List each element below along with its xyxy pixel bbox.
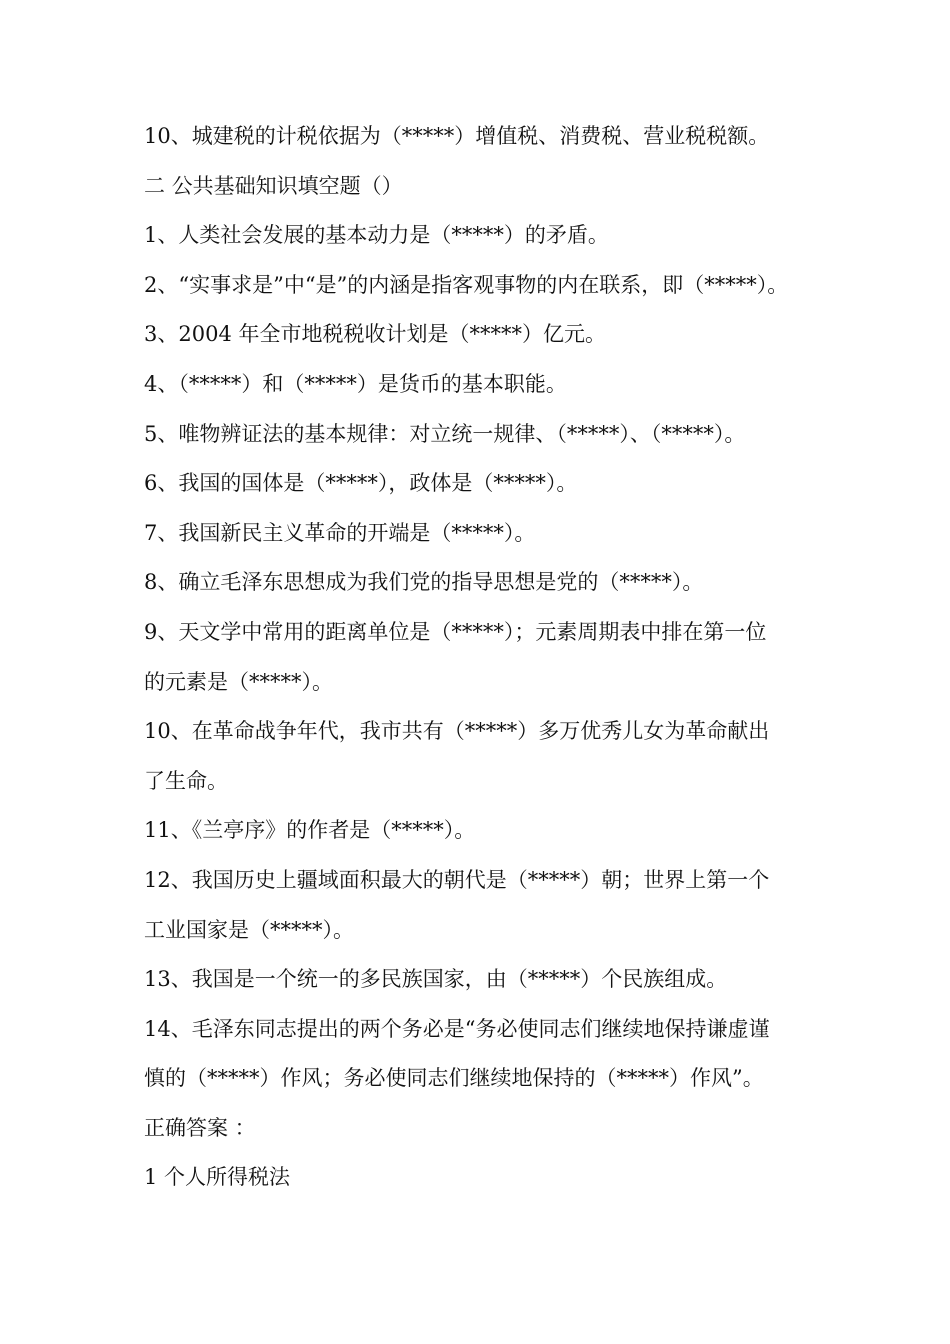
question-5: 5、唯物辨证法的基本规律：对立统一规律、（*****）、（*****）。 [144, 421, 746, 446]
question-14-line-1: 14、毛泽东同志提出的两个务必是“务必使同志们继续地保持谦虚谨 [144, 1016, 770, 1041]
answers-heading: 正确答案 ： [144, 1115, 256, 1140]
question-2: 2、“实事求是”中“是”的内涵是指客观事物的内在联系，即（*****）。 [144, 272, 789, 297]
document-body [144, 112, 824, 1203]
question-3: 3、2004 年全市地税税收计划是（*****）亿元。 [144, 322, 606, 347]
question-11: 11、《兰亭序》的作者是（*****）。 [144, 818, 476, 843]
question-10-line-1: 10、在革命战争年代，我市共有（*****）多万优秀儿女为革命献出 [144, 719, 770, 744]
question-4: 4、（*****）和（*****）是货币的基本职能。 [144, 371, 567, 396]
question-12-line-1: 12、我国历史上疆域面积最大的朝代是（*****）朝；世界上第一个 [144, 867, 770, 892]
question-14-line-2: 慎的（*****）作风；务必使同志们继续地保持的（*****）作风”。 [144, 1066, 764, 1091]
text-line-tax-basis: 10、城建税的计税依据为（*****）增值税、消费税、营业税税额。 [144, 124, 770, 148]
question-8: 8、确立毛泽东思想成为我们党的指导思想是党的（*****）。 [144, 570, 704, 595]
question-13: 13、我国是一个统一的多民族国家，由（*****）个民族组成。 [144, 967, 728, 992]
question-12-line-2: 工业国家是（*****）。 [144, 917, 354, 942]
question-10-line-2: 了生命。 [144, 768, 228, 793]
question-9-line-2: 的元素是（*****）。 [144, 669, 333, 694]
question-7: 7、我国新民主义革命的开端是（*****）。 [144, 520, 536, 545]
answer-1: 1 个人所得税法 [144, 1165, 291, 1190]
section-heading-fill-blank: 二 公共基础知识填空题（） [144, 173, 403, 198]
question-9-line-1: 9、天文学中常用的距离单位是（*****）；元素周期表中排在第一位 [144, 619, 767, 644]
question-1: 1、人类社会发展的基本动力是（*****）的矛盾。 [144, 223, 609, 248]
question-6: 6、我国的国体是（*****），政体是（*****）。 [144, 471, 578, 496]
